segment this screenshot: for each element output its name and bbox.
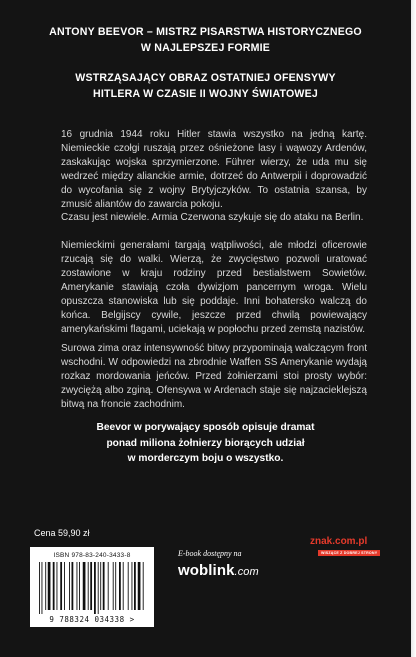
barcode-bar <box>79 562 80 610</box>
blurb-paragraph-3: Niemieckimi generałami targają wątpliwości, ale młodzi oficerowie rzucają się do walki. Wierzą, że zwycięstwo pozwoli uratować zostawione w kraju rodziny przed bestialstwem Sowietów. Amerykanie stawiają czoła dywizjom pancernym wroga. Wielu opuszcza stanowiska lub się poddaje. Inni bohatersko walczą do końca. Belgijscy cywile, jeszcze przed chwilą powiewający amerykańskimi flagami, uciekają w popłochu przed zemstą nazistów. <box>61 240 367 335</box>
header-line-1: ANTONY BEEVOR – MISTRZ PISARSTWA HISTORYCZNEGO <box>49 26 362 38</box>
barcode-bar <box>123 562 124 610</box>
barcode-bar <box>72 562 74 610</box>
barcode-bar <box>115 562 116 610</box>
barcode-bar <box>138 562 141 610</box>
page-edge <box>411 0 416 657</box>
quote-line-1: Beevor w porywający sposób opisuje dramat <box>96 422 315 433</box>
quote-line-3: w morderczym boju o wszystko. <box>127 453 284 464</box>
barcode-bar <box>48 562 51 610</box>
barcode-bar <box>83 562 86 610</box>
header-block-1 <box>0 24 411 56</box>
barcode-bar <box>64 562 65 610</box>
publisher-logo[interactable]: znak.com.pl <box>310 536 368 547</box>
barcode-bar <box>143 562 144 610</box>
blurb-paragraph-1: 16 grudnia 1944 roku Hitler stawia wszystko na jedną kartę. Niemieckie czołgi ruszają przez ośnieżone lasy i wąwozy Ardenów, zaskakując wojska sprzymierzone. Führer wierzy, że uda mu się wedrzeć między alianckie armie, dotrzeć do Antwerpii i doprowadzić do wycofania się z wojny Brytyjczyków. To ostatnia szansa, by zmusić aliantów do zawarcia pokoju. <box>61 129 367 210</box>
barcode-bar <box>94 562 96 614</box>
quote-line-2: ponad miliona żołnierzy biorących udział <box>106 437 305 449</box>
barcode-bar <box>77 562 78 610</box>
barcode-bar <box>57 562 58 610</box>
barcode-bar <box>90 562 92 610</box>
barcode-number: 9 788324 034338 > <box>49 615 135 624</box>
barcode-bar <box>134 562 136 610</box>
woblink-suffix: .com <box>234 566 259 578</box>
barcode-bar <box>45 562 46 610</box>
barcode-bar <box>113 562 114 610</box>
barcode-bar <box>128 562 129 610</box>
price-label: Cena 59,90 zł <box>34 528 90 538</box>
header-line-2: W NAJLEPSZEJ FORMIE <box>140 42 271 54</box>
pull-quote <box>0 420 411 467</box>
header-line-3: WSTRZĄSAJĄCY OBRAZ OSTATNIEJ OFENSYWY <box>75 72 336 84</box>
barcode-bar <box>132 562 133 610</box>
header-block-2 <box>0 70 411 102</box>
barcode-bar <box>88 562 89 610</box>
blurb-paragraph-2: Czasu jest niewiele. Armia Czerwona szykuje się do ataku na Berlin. <box>61 212 364 223</box>
barcode-bar <box>100 562 101 610</box>
woblink-logo[interactable] <box>178 562 259 579</box>
barcode-bar <box>119 562 121 610</box>
barcode-bar <box>98 562 99 614</box>
woblink-name: woblink <box>178 562 235 579</box>
barcode-bar <box>42 562 43 614</box>
barcode-bar <box>108 562 109 610</box>
barcode-bar <box>53 562 55 610</box>
ebook-label: E-book dostępny na <box>178 549 242 558</box>
header-line-4: HITLERA W CZASIE II WOJNY ŚWIATOWEJ <box>93 88 318 100</box>
blurb-paragraph-4: Surowa zima oraz intensywność bitwy przypominają walczącym front wschodni. W odpowiedzi na zbrodnie Waffen SS Amerykanie wydają rozkaz mordowania jeńców. Przed żołnierzami stoi prosty wybór: zwyciężą albo zginą. Ofensywa w Ardenach staje się najzacieklejszą bitwą na froncie zachodnim. <box>61 343 367 410</box>
barcode-bar <box>69 562 70 610</box>
barcode-bar <box>103 562 105 610</box>
barcode-bars <box>39 562 145 614</box>
publisher-tagline: WISZĄCE Z DOBREJ STRONY <box>318 550 380 556</box>
isbn-text: ISBN 978-83-240-3433-8 <box>53 552 131 559</box>
barcode-bar <box>39 562 40 614</box>
barcode-bar <box>60 562 62 610</box>
barcode-panel <box>30 547 154 627</box>
